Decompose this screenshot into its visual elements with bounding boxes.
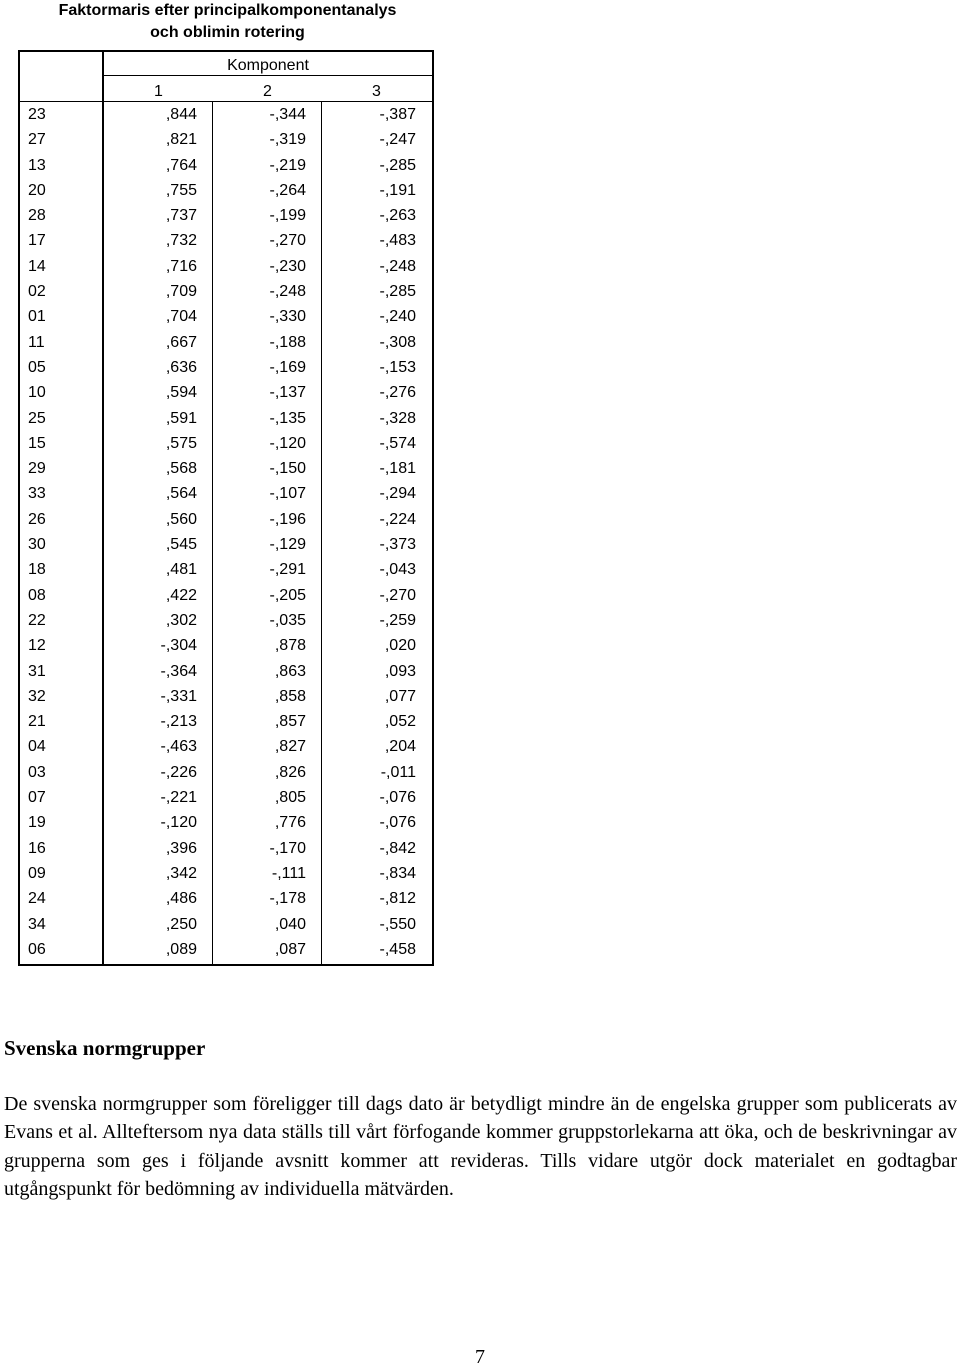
- table-row: [20, 203, 432, 228]
- table-title: [20, 0, 435, 44]
- table-title-line-1: Faktormaris efter principalkomponentanalys: [58, 2, 397, 19]
- row-label: 08: [28, 586, 46, 604]
- table-row: [20, 355, 432, 380]
- loading-component-3: -,285: [379, 283, 416, 301]
- row-label: 14: [28, 257, 46, 275]
- loading-component-1: ,732: [165, 232, 197, 250]
- loading-component-1: -,213: [160, 713, 197, 731]
- row-label: 25: [28, 409, 46, 427]
- table-row: [20, 456, 432, 481]
- component-number-1: 1: [154, 83, 163, 100]
- row-label: 15: [28, 434, 46, 452]
- loading-component-2: ,858: [274, 687, 306, 705]
- table-row: [20, 785, 432, 810]
- table-row: [20, 886, 432, 911]
- table-row: [20, 532, 432, 557]
- loading-component-3: ,077: [384, 687, 416, 705]
- table-row: [20, 912, 432, 937]
- loading-component-3: ,204: [384, 738, 416, 756]
- loading-component-2: -,120: [269, 434, 306, 452]
- loading-component-3: ,093: [384, 662, 416, 680]
- loading-component-3: -,181: [379, 460, 416, 478]
- loading-component-1: -,331: [160, 687, 197, 705]
- table-row: [20, 937, 432, 962]
- loading-component-1: -,226: [160, 763, 197, 781]
- loading-component-1: ,422: [165, 586, 197, 604]
- table-row: [20, 709, 432, 734]
- row-label: 30: [28, 536, 46, 554]
- loading-component-1: -,221: [160, 789, 197, 807]
- table-row: [20, 481, 432, 506]
- loading-component-1: ,302: [165, 611, 197, 629]
- table-row: [20, 507, 432, 532]
- loading-component-2: -,270: [269, 232, 306, 250]
- table-row: [20, 127, 432, 152]
- loading-component-1: ,568: [165, 460, 197, 478]
- loading-component-3: -,373: [379, 536, 416, 554]
- loading-component-3: -,270: [379, 586, 416, 604]
- table-row: [20, 583, 432, 608]
- table-row: [20, 304, 432, 329]
- table-row: [20, 102, 432, 127]
- row-label: 20: [28, 181, 46, 199]
- loading-component-3: ,020: [384, 637, 416, 655]
- table-row: [20, 760, 432, 785]
- komponent-header: Komponent: [227, 57, 309, 74]
- loading-component-3: -,387: [379, 106, 416, 123]
- loading-component-3: -,458: [379, 940, 416, 958]
- table-row: [20, 659, 432, 684]
- loading-component-1: ,396: [165, 839, 197, 857]
- row-label: 19: [28, 814, 46, 832]
- row-label: 02: [28, 283, 46, 301]
- loading-component-1: ,560: [165, 510, 197, 528]
- table-row: [20, 608, 432, 633]
- loading-component-1: ,481: [165, 561, 197, 579]
- row-label: 04: [28, 738, 46, 756]
- loading-component-1: ,709: [165, 283, 197, 301]
- loading-component-2: -,219: [269, 156, 306, 174]
- component-number-3: 3: [372, 83, 381, 100]
- row-label: 22: [28, 611, 46, 629]
- loading-component-2: ,863: [274, 662, 306, 680]
- row-label: 29: [28, 460, 46, 478]
- loading-component-2: -,205: [269, 586, 306, 604]
- loading-component-1: ,342: [165, 864, 197, 882]
- table-row: [20, 810, 432, 835]
- page-number: 7: [475, 1346, 485, 1368]
- table-row: [20, 178, 432, 203]
- loading-component-2: -,170: [269, 839, 306, 857]
- loading-component-3: -,247: [379, 131, 416, 149]
- loading-component-3: -,043: [379, 561, 416, 579]
- loading-component-2: -,344: [269, 106, 306, 123]
- loading-component-2: -,107: [269, 485, 306, 503]
- table-row: [20, 431, 432, 456]
- row-label: 18: [28, 561, 46, 579]
- loading-component-1: ,704: [165, 308, 197, 326]
- loading-component-1: ,716: [165, 257, 197, 275]
- loading-component-2: ,827: [274, 738, 306, 756]
- loading-component-3: ,052: [384, 713, 416, 731]
- loading-component-2: -,137: [269, 384, 306, 402]
- loading-component-1: ,821: [165, 131, 197, 149]
- row-label: 05: [28, 358, 46, 376]
- table-row: [20, 330, 432, 355]
- loading-component-2: ,087: [274, 940, 306, 958]
- loading-component-2: ,857: [274, 713, 306, 731]
- loading-component-3: -,285: [379, 156, 416, 174]
- loading-component-3: -,191: [379, 181, 416, 199]
- loading-component-3: -,076: [379, 814, 416, 832]
- table-row: [20, 153, 432, 178]
- loading-component-3: -,259: [379, 611, 416, 629]
- loading-component-2: -,129: [269, 536, 306, 554]
- row-label: 17: [28, 232, 46, 250]
- row-label: 03: [28, 763, 46, 781]
- row-label: 07: [28, 789, 46, 807]
- loading-component-1: -,364: [160, 662, 197, 680]
- loading-component-1: -,463: [160, 738, 197, 756]
- loading-component-3: -,240: [379, 308, 416, 326]
- row-label: 01: [28, 308, 46, 326]
- loading-component-3: -,224: [379, 510, 416, 528]
- loading-component-2: -,264: [269, 181, 306, 199]
- loading-component-1: ,486: [165, 890, 197, 908]
- table-row: [20, 684, 432, 709]
- table-row: [20, 254, 432, 279]
- table-body: [20, 102, 432, 962]
- loading-component-3: -,076: [379, 789, 416, 807]
- row-label: 21: [28, 713, 46, 731]
- loading-component-1: ,594: [165, 384, 197, 402]
- row-label: 06: [28, 940, 46, 958]
- row-label: 31: [28, 662, 46, 680]
- table-row: [20, 633, 432, 658]
- loading-component-2: ,826: [274, 763, 306, 781]
- loading-component-2: -,188: [269, 333, 306, 351]
- loading-component-2: -,169: [269, 358, 306, 376]
- loading-component-2: -,196: [269, 510, 306, 528]
- table-row: [20, 228, 432, 253]
- table-row: [20, 406, 432, 431]
- row-label: 33: [28, 485, 46, 503]
- loading-component-1: ,844: [165, 106, 197, 123]
- loading-component-1: ,564: [165, 485, 197, 503]
- loading-component-3: -,834: [379, 864, 416, 882]
- row-label: 10: [28, 384, 46, 402]
- loading-component-3: -,574: [379, 434, 416, 452]
- loading-component-1: -,120: [160, 814, 197, 832]
- loading-component-3: -,328: [379, 409, 416, 427]
- row-label: 13: [28, 156, 46, 174]
- loading-component-1: ,636: [165, 358, 197, 376]
- table-row: [20, 836, 432, 861]
- loading-component-1: ,545: [165, 536, 197, 554]
- loading-component-2: -,199: [269, 207, 306, 225]
- loading-component-3: -,294: [379, 485, 416, 503]
- row-label: 27: [28, 131, 46, 149]
- loading-component-1: ,575: [165, 434, 197, 452]
- row-label: 12: [28, 637, 46, 655]
- loading-component-1: ,089: [165, 940, 197, 958]
- loading-component-1: ,250: [165, 915, 197, 933]
- loading-component-2: -,248: [269, 283, 306, 301]
- loading-component-1: ,667: [165, 333, 197, 351]
- row-label: 11: [28, 333, 45, 351]
- loading-component-3: -,550: [379, 915, 416, 933]
- table-row: [20, 861, 432, 886]
- loading-component-3: -,153: [379, 358, 416, 376]
- loading-component-1: ,737: [165, 207, 197, 225]
- loading-component-2: -,035: [269, 611, 306, 629]
- row-label: 34: [28, 915, 46, 933]
- loading-component-3: -,276: [379, 384, 416, 402]
- loading-component-1: ,591: [165, 409, 197, 427]
- row-label: 09: [28, 864, 46, 882]
- row-label: 23: [28, 106, 46, 123]
- row-label: 16: [28, 839, 46, 857]
- loading-component-1: ,764: [165, 156, 197, 174]
- loading-component-2: ,805: [274, 789, 306, 807]
- loading-component-2: -,230: [269, 257, 306, 275]
- table-row: [20, 380, 432, 405]
- loading-component-2: -,178: [269, 890, 306, 908]
- loading-component-3: -,812: [379, 890, 416, 908]
- loading-component-2: -,291: [269, 561, 306, 579]
- body-paragraph: De svenska normgrupper som föreligger till dags dato är betydligt mindre än de engelska grupper som publicerats av Evans et al. Allteftersom nya data ställs till vårt förfogande kommer gruppstorlekarna att öka, och de beskrivningar av grupperna som ges i följande avsnitt kommer att revideras. Tills vidare utgör dock materialet en godtagbar utgångspunkt för bedömning av individuella mätvärden.: [4, 1093, 957, 1201]
- loading-component-2: ,776: [274, 814, 306, 832]
- row-label: 26: [28, 510, 46, 528]
- loading-component-1: -,304: [160, 637, 197, 655]
- section-heading: Svenska normgrupper: [4, 1036, 206, 1060]
- loading-component-3: -,308: [379, 333, 416, 351]
- table-row: [20, 279, 432, 304]
- component-number-2: 2: [263, 83, 272, 100]
- loading-component-2: -,135: [269, 409, 306, 427]
- loading-component-2: -,111: [271, 864, 306, 882]
- loading-component-3: -,011: [380, 763, 416, 781]
- loading-component-2: ,878: [274, 637, 306, 655]
- loading-component-2: -,330: [269, 308, 306, 326]
- loading-component-3: -,842: [379, 839, 416, 857]
- loading-component-3: -,483: [379, 232, 416, 250]
- loading-component-3: -,248: [379, 257, 416, 275]
- row-label: 32: [28, 687, 46, 705]
- loading-component-2: -,150: [269, 460, 306, 478]
- loading-component-3: -,263: [379, 207, 416, 225]
- table-row: [20, 734, 432, 759]
- row-label: 24: [28, 890, 46, 908]
- loading-component-2: -,319: [269, 131, 306, 149]
- loading-component-2: ,040: [274, 915, 306, 933]
- table-row: [20, 557, 432, 582]
- table-title-line-2: och oblimin rotering: [150, 24, 305, 41]
- loading-component-1: ,755: [165, 181, 197, 199]
- row-label: 28: [28, 207, 46, 225]
